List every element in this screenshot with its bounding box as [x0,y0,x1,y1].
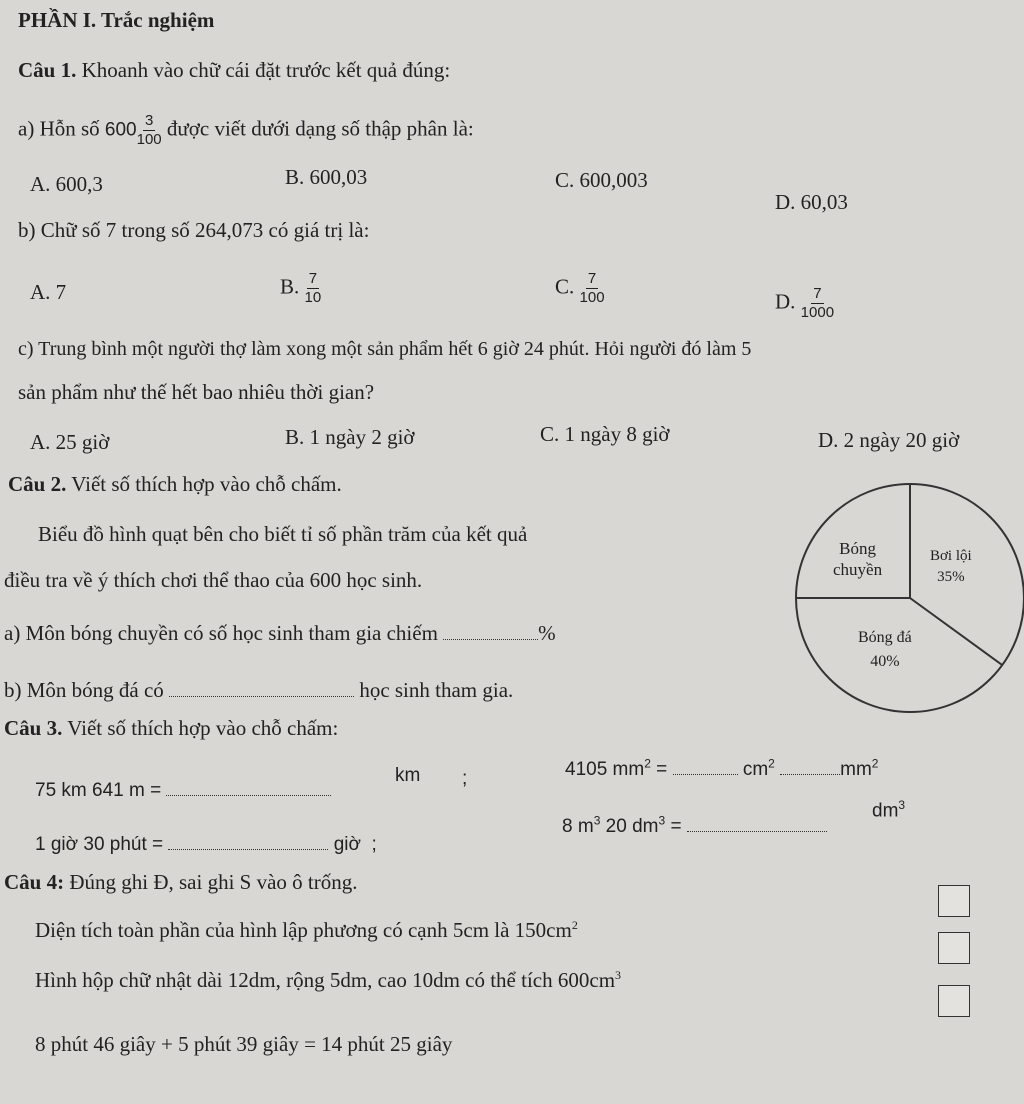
q1c-option-c[interactable]: C. 1 ngày 8 giờ [540,422,670,446]
pie-slice-boundary-2 [910,598,1002,665]
q1a-option-c[interactable]: C. 600,003 [555,168,648,192]
q3-e3: 1 giờ 30 phút = giờ ; [35,830,377,856]
q1a: a) Hỗn số 600 $\frac{3}{100}$ được viết dưới dạng số thập phân là: [18,112,474,148]
q3-blank-1[interactable] [166,776,331,796]
q4-heading: Câu 4: Đúng ghi Đ, sai ghi S vào ô trống. [4,870,358,894]
q1b-option-c[interactable]: C. $\frac{7}{100}$ [555,270,605,306]
answer-box-1[interactable] [938,885,970,917]
q3-unit-km: km [395,765,421,786]
q1b-option-a[interactable]: A. 7 [30,280,67,304]
q1c-option-a[interactable]: A. 25 giờ [30,430,110,454]
q2b: b) Môn bóng đá có học sinh tham gia. [4,675,513,703]
q1a-option-d[interactable]: D. 60,03 [775,190,848,214]
pie-label-bong-da: Bóng đá 40% [858,629,912,670]
q2a: a) Môn bóng chuyền có số học sinh tham gia chiếm % [4,618,556,646]
q3-blank-4[interactable] [168,830,328,850]
q1a-option-b[interactable]: B. 600,03 [285,165,368,189]
q2-desc2: điều tra về ý thích chơi thể thao của 600 học sinh. [4,568,423,592]
q4-statement-1: Diện tích toàn phần của hình lập phương có cạnh 5cm là $150cm^2$ [35,918,578,942]
q2a-blank[interactable] [443,618,538,640]
pie-label-boi-loi: Bơi lội 35% [930,548,972,585]
separator: ; [462,768,468,789]
q2-heading: Câu 2. Viết số thích hợp vào chỗ chấm. [8,472,342,496]
q3-unit-dm3: $dm^3$ [872,798,906,822]
q3-e1: 75 km 641 m = [35,776,331,802]
q1c-line2: sản phẩm như thế hết bao nhiêu thời gian? [18,380,375,404]
q3-heading: Câu 3. Viết số thích hợp vào chỗ chấm: [4,716,339,740]
q3-blank-2[interactable] [673,755,738,775]
pie-chart [790,478,1024,718]
q3-e2: 4105 $mm^2 = cm^2$ $mm^2$ [565,756,879,780]
q1a-option-a[interactable]: A. 600,3 [30,172,103,196]
q3-e4: 8 $m^3$ 20 $dm^3$ = [562,812,827,838]
q3-blank-5[interactable] [687,812,827,832]
q1b-option-b[interactable]: B. $\frac{7}{10}$ [280,270,322,306]
answer-box-3[interactable] [938,985,970,1017]
q4-statement-2: Hình hộp chữ nhật dài 12dm, rộng 5dm, cao 10dm có thể tích $600cm^3$ [35,968,622,992]
q1c-option-d[interactable]: D. 2 ngày 20 giờ [818,428,960,452]
part-title: PHẦN I. Trắc nghiệm [18,8,215,32]
q1c-line1: c) Trung bình một người thợ làm xong một sản phẩm hết 6 giờ 24 phút. Hỏi người đó làm 5 [18,338,752,360]
q3-blank-3[interactable] [780,755,840,775]
q1b-option-d[interactable]: D. $\frac{7}{1000}$ [775,285,835,321]
q1b: b) Chữ số 7 trong số 264,073 có giá trị là: [18,218,370,242]
q4-statement-3: 8 phút 46 giây + 5 phút 39 giây = 14 phút 25 giây [35,1032,453,1056]
q1-heading: Câu 1. Khoanh vào chữ cái đặt trước kết quả đúng: [18,58,451,82]
q2-desc1: Biểu đồ hình quạt bên cho biết tỉ số phần trăm của kết quả [38,522,528,546]
q1c-option-b[interactable]: B. 1 ngày 2 giờ [285,425,415,449]
q2b-blank[interactable] [169,675,354,697]
pie-label-bong-chuyen: Bóng chuyền [833,539,883,579]
answer-box-2[interactable] [938,932,970,964]
